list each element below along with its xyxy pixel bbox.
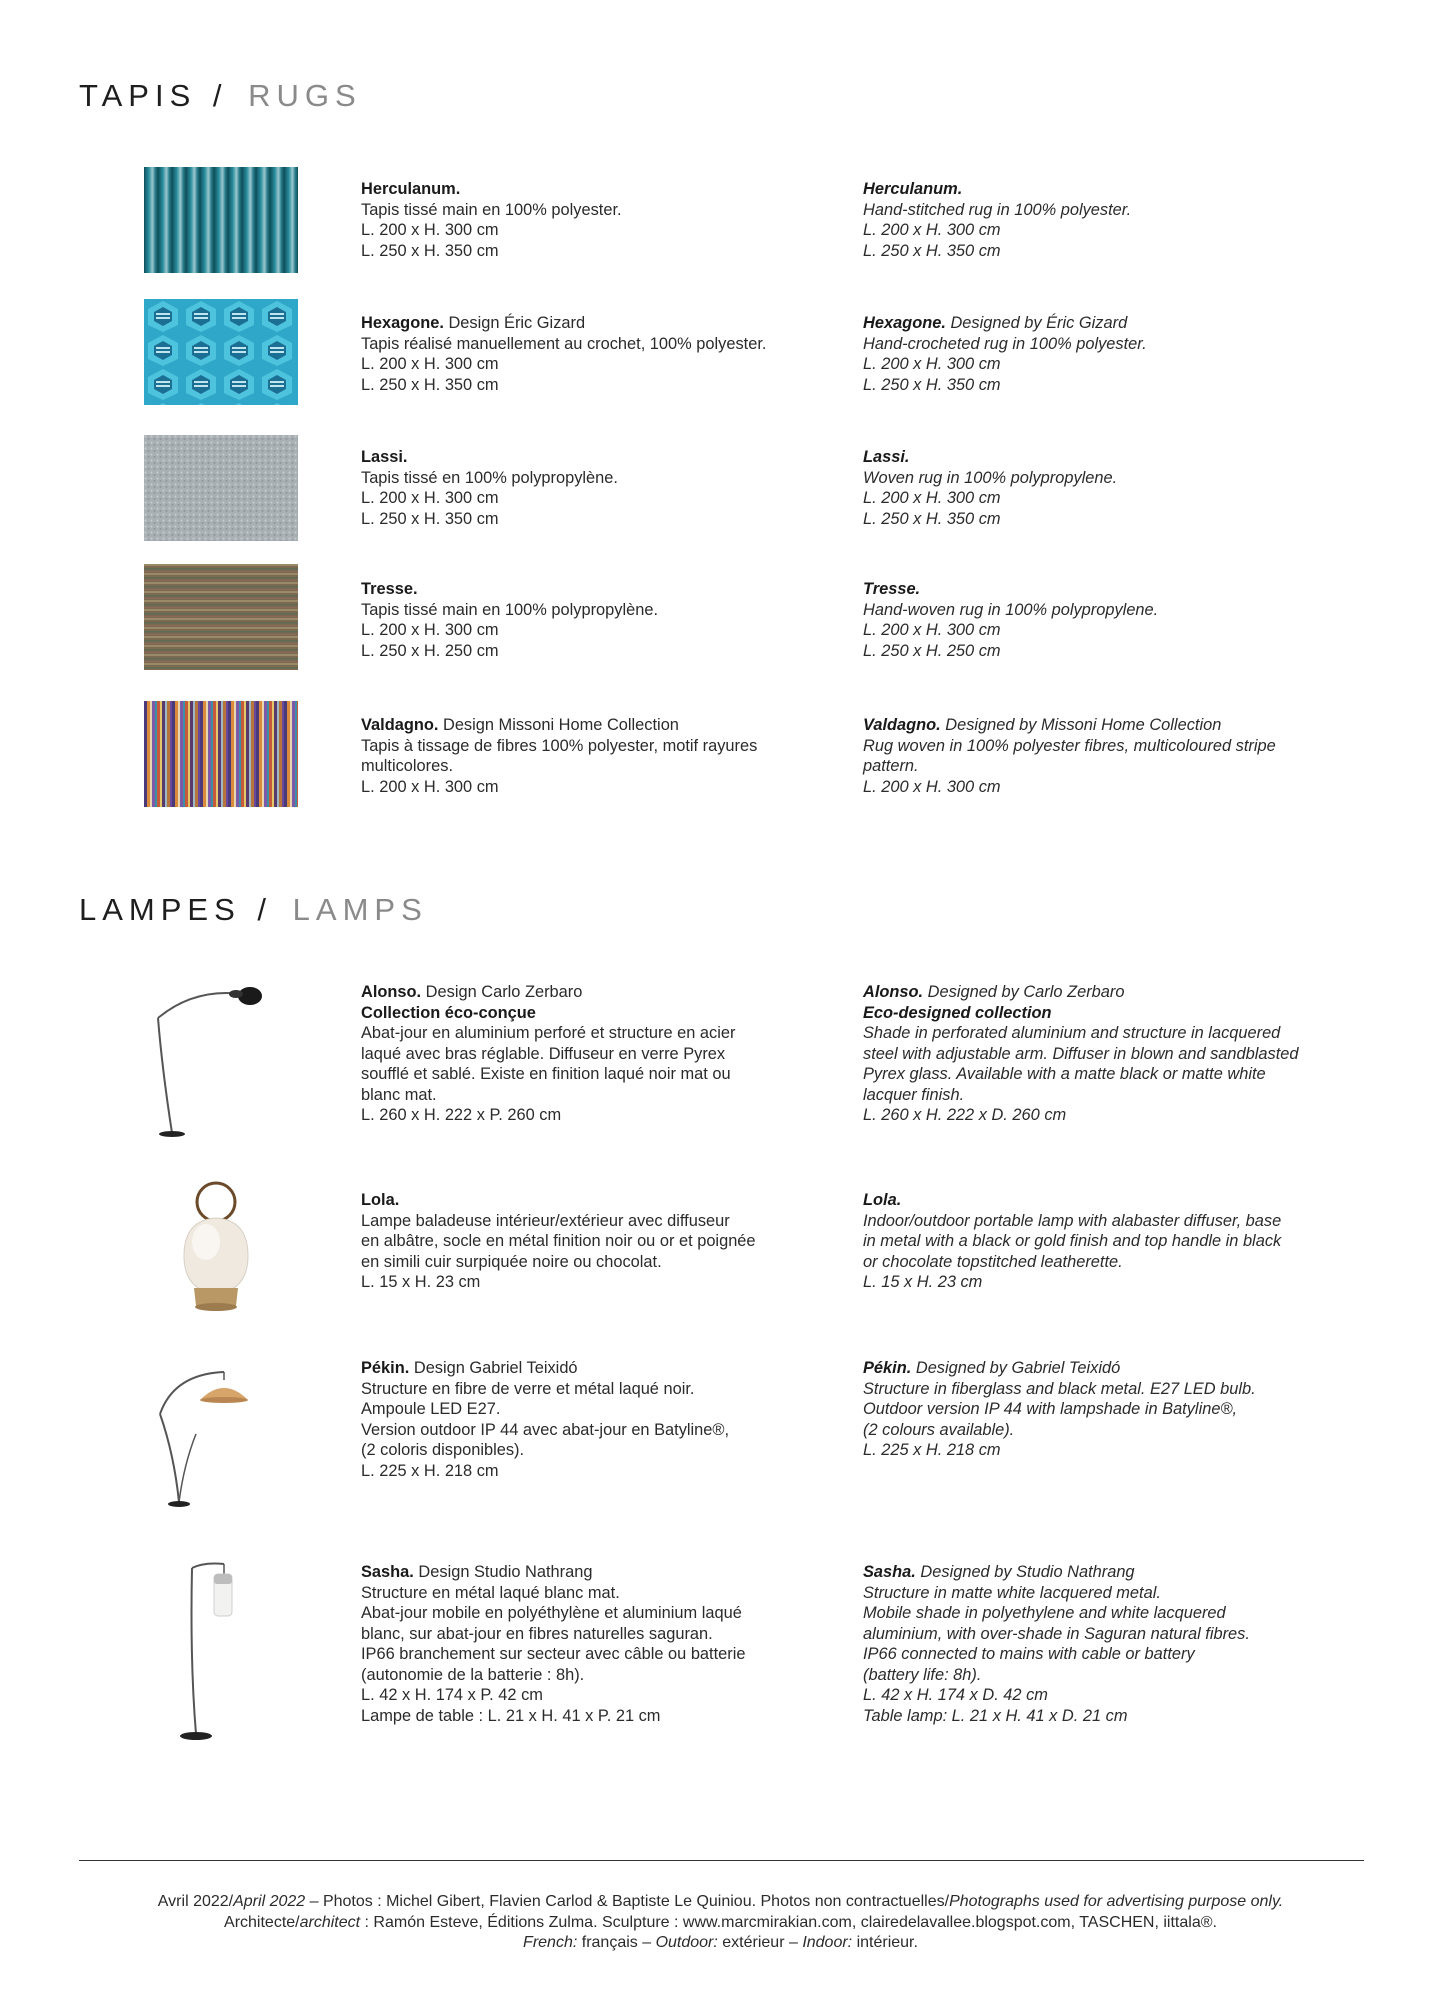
product-description: Tapis tissé en 100% polypropylène. (361, 468, 618, 487)
product-description: Structure en métal laqué blanc mat. (361, 1583, 620, 1602)
product-dimensions: L. 200 x H. 300 cm (863, 355, 1001, 373)
product-description: blanc, sur abat-jour en fibres naturelles saguran. (361, 1624, 713, 1643)
product-description: Tapis tissé main en 100% polypropylène. (361, 600, 659, 619)
rug-image-lassi (144, 435, 298, 541)
product-designer: Design Missoni Home Collection (442, 716, 679, 734)
footer-text: architect (299, 1913, 361, 1931)
rug-image-herculanum (144, 167, 298, 273)
footer-text: extérieur – (717, 1934, 803, 1951)
footer-text: Photographs used for advertising purpose only. (949, 1893, 1284, 1910)
product-name: Herculanum. (361, 180, 461, 198)
product-dimensions: L. 200 x H. 300 cm (863, 621, 1001, 639)
product-designer: Designed by Carlo Zerbaro (927, 983, 1125, 1001)
product-dimensions: L. 42 x H. 174 x D. 42 cm (863, 1686, 1048, 1704)
lamp-image-sasha (144, 1552, 304, 1752)
product-designer: Designed by Éric Gizard (950, 314, 1128, 332)
lamp-image-lola (144, 1180, 304, 1340)
product-name: Sasha. (361, 1563, 414, 1581)
product-description: (autonomie de la batterie : 8h). (361, 1665, 585, 1684)
product-description: Abat-jour en aluminium perforé et structure en acier (361, 1024, 736, 1042)
product-description: lacquer finish. (863, 1085, 965, 1104)
product-name: Herculanum. (863, 180, 963, 198)
lamp-text-en (863, 982, 1383, 1126)
product-description: Pyrex glass. Available with a matte black or matte white (863, 1065, 1266, 1083)
product-collection: Eco-designed collection (863, 1003, 1052, 1022)
product-description: Structure en fibre de verre et métal laqué noir. (361, 1379, 695, 1398)
product-description: IP66 branchement sur secteur avec câble ou batterie (361, 1645, 746, 1663)
product-description: Tapis réalisé manuellement au crochet, 100% polyester. (361, 334, 767, 353)
rug-text-en (863, 179, 1383, 261)
product-name: Tresse. (863, 580, 921, 598)
rug-text-fr (361, 447, 831, 529)
product-description: Mobile shade in polyethylene and white lacquered (863, 1604, 1226, 1622)
section-title-rugs (79, 78, 362, 114)
product-description: en albâtre, socle en métal finition noir ou or et poignée (361, 1232, 756, 1250)
product-dimensions: L. 200 x H. 300 cm (361, 777, 499, 796)
lamp-text-en (863, 1190, 1383, 1293)
product-dimensions: L. 250 x H. 250 cm (361, 641, 499, 660)
rug-text-fr (361, 313, 831, 395)
product-name: Lassi. (863, 448, 910, 466)
product-name: Hexagone. (863, 314, 946, 332)
footer-text: français – (577, 1934, 656, 1951)
product-description: IP66 connected to mains with cable or battery (863, 1645, 1195, 1663)
product-dimensions: L. 15 x H. 23 cm (361, 1273, 481, 1291)
section-title-fr: LAMPES (79, 892, 241, 927)
product-dimensions: Lampe de table : L. 21 x H. 41 x P. 21 cm (361, 1706, 661, 1725)
product-description: Structure in matte white lacquered metal. (863, 1583, 1161, 1602)
product-dimensions: L. 200 x H. 300 cm (361, 489, 499, 507)
lamp-text-fr (361, 1562, 831, 1726)
rug-text-en (863, 313, 1383, 395)
section-title-fr: TAPIS (79, 78, 197, 113)
product-description: Ampoule LED E27. (361, 1400, 501, 1418)
rug-text-fr (361, 179, 831, 261)
rug-text-en (863, 447, 1383, 529)
footer-text: Indoor: (802, 1934, 853, 1951)
product-designer: Designed by Missoni Home Collection (945, 716, 1222, 734)
product-description: Lampe baladeuse intérieur/extérieur avec diffuseur (361, 1211, 730, 1230)
product-description: Indoor/outdoor portable lamp with alabaster diffuser, base (863, 1211, 1282, 1230)
product-description: Structure in fiberglass and black metal. E27 LED bulb. (863, 1379, 1256, 1398)
rug-text-fr (361, 715, 831, 797)
section-title-separator: / (212, 78, 228, 113)
product-dimensions: L. 42 x H. 174 x P. 42 cm (361, 1686, 543, 1704)
product-description: Woven rug in 100% polypropylene. (863, 468, 1118, 487)
product-name: Alonso. (863, 983, 924, 1001)
product-dimensions: L. 200 x H. 300 cm (863, 777, 1001, 796)
product-dimensions: L. 250 x H. 350 cm (863, 375, 1001, 394)
product-designer: Designed by Studio Nathrang (920, 1563, 1135, 1581)
product-dimensions: L. 260 x H. 222 x D. 260 cm (863, 1106, 1067, 1124)
product-description: Abat-jour mobile en polyéthylène et aluminium laqué (361, 1604, 742, 1622)
product-dimensions: L. 250 x H. 350 cm (361, 375, 499, 394)
section-title-separator: / (257, 892, 273, 927)
product-description: blanc mat. (361, 1085, 437, 1104)
rug-image-tresse (144, 564, 298, 670)
footer-credits-line (0, 1892, 1441, 1913)
product-name: Pékin. (361, 1359, 410, 1377)
product-description: Hand-crocheted rug in 100% polyester. (863, 334, 1147, 353)
product-description: en simili cuir surpiquée noire ou chocolat. (361, 1252, 662, 1271)
rug-image-valdagno (144, 701, 298, 807)
lamp-image-pekin (144, 1354, 304, 1514)
product-dimensions: L. 200 x H. 300 cm (361, 621, 499, 639)
product-designer: Design Gabriel Teixidó (413, 1359, 578, 1377)
product-description: Version outdoor IP 44 avec abat-jour en Batyline®, (361, 1420, 730, 1439)
lamp-image-alonso (144, 978, 304, 1138)
product-dimensions: L. 250 x H. 350 cm (863, 241, 1001, 260)
product-name: Tresse. (361, 580, 418, 598)
product-dimensions: L. 200 x H. 300 cm (361, 221, 499, 239)
product-description: Shade in perforated aluminium and structure in lacquered (863, 1024, 1281, 1042)
section-title-en: RUGS (248, 78, 362, 113)
footer-text: Avril 2022/ (157, 1893, 234, 1910)
product-name: Valdagno. (863, 716, 941, 734)
product-description: (battery life: 8h). (863, 1665, 982, 1684)
footer-text: Architecte/ (224, 1913, 300, 1931)
product-description: Tapis tissé main en 100% polyester. (361, 200, 622, 219)
product-collection: Collection éco-conçue (361, 1003, 536, 1022)
footer-text: French: (523, 1934, 578, 1951)
product-dimensions: Table lamp: L. 21 x H. 41 x D. 21 cm (863, 1706, 1128, 1725)
product-dimensions: L. 260 x H. 222 x P. 260 cm (361, 1106, 562, 1124)
product-description: Hand-woven rug in 100% polypropylene. (863, 600, 1159, 619)
product-dimensions: L. 200 x H. 300 cm (361, 355, 499, 373)
product-description: steel with adjustable arm. Diffuser in blown and sandblasted (863, 1044, 1299, 1063)
product-description: (2 coloris disponibles). (361, 1441, 525, 1459)
product-designer: Design Studio Nathrang (418, 1563, 593, 1581)
product-name: Pékin. (863, 1359, 912, 1377)
product-dimensions: L. 225 x H. 218 cm (863, 1441, 1001, 1459)
product-description: (2 colours available). (863, 1420, 1015, 1439)
lamp-text-en (863, 1358, 1383, 1461)
product-name: Lola. (361, 1191, 400, 1209)
product-dimensions: L. 225 x H. 218 cm (361, 1461, 499, 1480)
footer-text: : Ramón Esteve, Éditions Zulma. Sculpture : www.marcmirakian.com, clairedelavallee.blogspot.com, TASCHEN, iittala®. (360, 1913, 1217, 1931)
product-description: or chocolate topstitched leatherette. (863, 1252, 1123, 1271)
rug-text-en (863, 579, 1383, 661)
product-dimensions: L. 15 x H. 23 cm (863, 1273, 983, 1291)
section-title-en: LAMPS (292, 892, 428, 927)
product-dimensions: L. 200 x H. 300 cm (863, 221, 1001, 239)
product-name: Alonso. (361, 983, 422, 1001)
product-dimensions: L. 200 x H. 300 cm (863, 489, 1001, 507)
product-description: Outdoor version IP 44 with lampshade in Batyline®, (863, 1400, 1238, 1418)
product-description: laqué avec bras réglable. Diffuseur en verre Pyrex (361, 1044, 726, 1063)
product-description: pattern. (863, 757, 919, 775)
product-designer: Design Carlo Zerbaro (425, 983, 583, 1001)
lamp-text-en (863, 1562, 1383, 1726)
product-name: Hexagone. (361, 314, 444, 332)
product-description: Rug woven in 100% polyester fibres, multicoloured stripe (863, 736, 1276, 755)
product-name: Valdagno. (361, 716, 439, 734)
product-dimensions: L. 250 x H. 350 cm (361, 241, 499, 260)
product-description: aluminium, with over-shade in Saguran natural fibres. (863, 1624, 1250, 1643)
product-description: multicolores. (361, 757, 453, 775)
lamp-text-fr (361, 1190, 831, 1293)
product-dimensions: L. 250 x H. 350 cm (863, 509, 1001, 528)
product-description: Hand-stitched rug in 100% polyester. (863, 200, 1132, 219)
product-description: soufflé et sablé. Existe en finition laqué noir mat ou (361, 1065, 731, 1083)
product-dimensions: L. 250 x H. 250 cm (863, 641, 1001, 660)
lamp-text-fr (361, 1358, 831, 1481)
product-designer: Designed by Gabriel Teixidó (915, 1359, 1121, 1377)
product-description: in metal with a black or gold finish and top handle in black (863, 1232, 1282, 1250)
product-name: Sasha. (863, 1563, 916, 1581)
rug-text-en (863, 715, 1383, 797)
footer-text: – Photos : Michel Gibert, Flavien Carlod & Baptiste Le Quiniou. Photos non contractuelles/ (305, 1893, 950, 1910)
section-title-lamps (79, 892, 428, 928)
product-dimensions: L. 250 x H. 350 cm (361, 509, 499, 528)
footer-text: April 2022 (233, 1893, 306, 1910)
rug-text-fr (361, 579, 831, 661)
lamp-text-fr (361, 982, 831, 1126)
footer-glossary-line (0, 1933, 1441, 1954)
footer (0, 1892, 1441, 1954)
footer-text: intérieur. (852, 1934, 918, 1951)
footer-architect-line (0, 1913, 1441, 1934)
rug-image-hexagone (144, 299, 298, 405)
product-designer: Design Éric Gizard (448, 314, 586, 332)
footer-divider (79, 1860, 1364, 1861)
product-name: Lola. (863, 1191, 902, 1209)
footer-text: Outdoor: (655, 1934, 718, 1951)
product-description: Tapis à tissage de fibres 100% polyester, motif rayures (361, 736, 758, 755)
product-name: Lassi. (361, 448, 408, 466)
